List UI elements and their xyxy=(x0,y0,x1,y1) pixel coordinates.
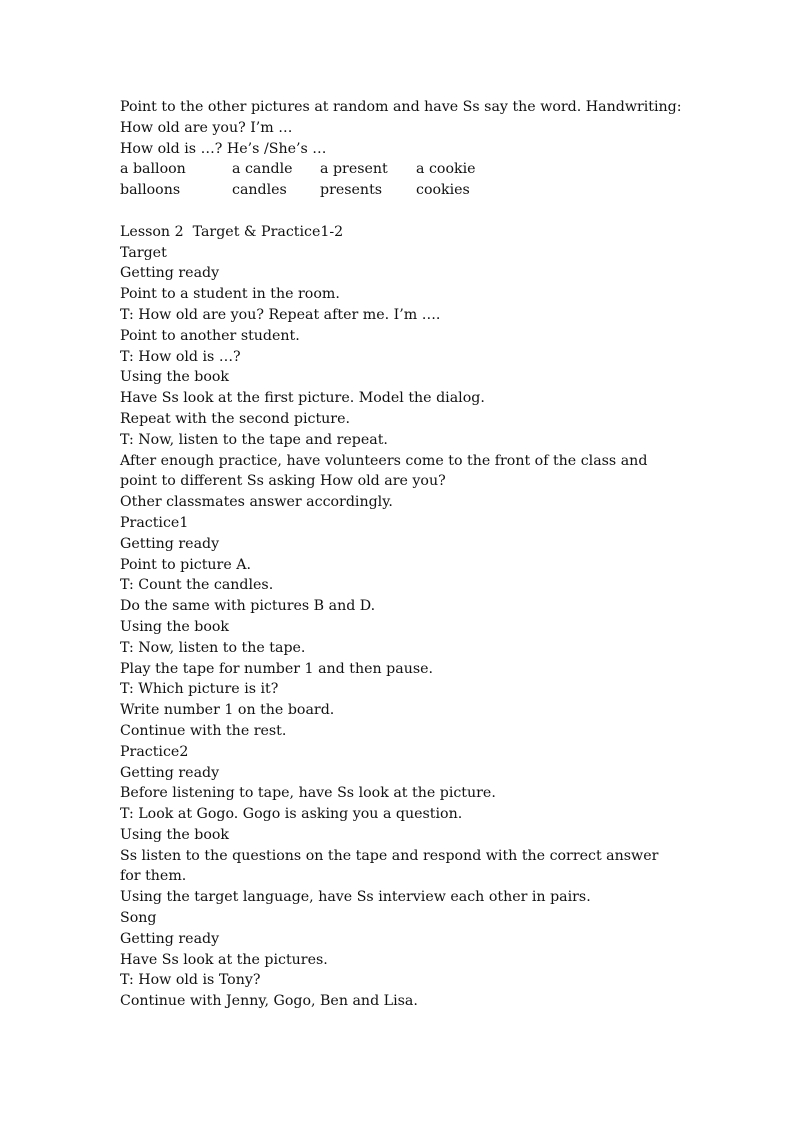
lesson-line: T: Now, listen to the tape. xyxy=(120,639,306,656)
spacer xyxy=(120,201,680,222)
lesson-line: Using the book xyxy=(120,826,230,843)
lesson-line: Song xyxy=(120,910,157,927)
handwriting-question-1: How old are you? I’m … xyxy=(120,119,293,136)
lesson-line: Ss listen to the questions on the tape and respond with the correct answer for them. xyxy=(120,847,663,885)
lesson-body xyxy=(120,243,680,1012)
vocab-word: a present xyxy=(320,161,388,178)
lesson-line: T: Look at Gogo. Gogo is asking you a question. xyxy=(120,806,463,823)
lesson-line: Getting ready xyxy=(120,535,220,552)
lesson-line: Practice2 xyxy=(120,743,189,760)
lesson-line: Using the target language, have Ss interview each other in pairs. xyxy=(120,889,591,906)
vocab-plural-row xyxy=(120,180,680,201)
lesson-line: T: Which picture is it? xyxy=(120,681,279,698)
instruction-line: Point to the other pictures at random and have Ss say the word. Handwriting: xyxy=(120,99,682,115)
lesson-line: Have Ss look at the first picture. Model the dialog. xyxy=(120,390,485,407)
vocab-word: balloons xyxy=(120,182,181,199)
lesson-line: Do the same with pictures B and D. xyxy=(120,598,376,615)
lesson-line: Getting ready xyxy=(120,265,220,282)
lesson-line: Target xyxy=(120,244,167,261)
vocab-word: a balloon xyxy=(120,161,186,178)
lesson-line: Other classmates answer accordingly. xyxy=(120,494,393,511)
lesson-title: Lesson 2 Target & Practice1-2 xyxy=(120,223,344,240)
lesson-line: Practice1 xyxy=(120,514,189,531)
lesson-line: Point to a student in the room. xyxy=(120,286,340,303)
lesson-line: Using the book xyxy=(120,618,230,635)
vocab-word: a candle xyxy=(232,161,293,178)
lesson-line: Have Ss look at the pictures. xyxy=(120,951,328,968)
vocab-word: cookies xyxy=(416,182,470,199)
vocab-word: presents xyxy=(320,182,383,199)
lesson-line: T: How old is …? xyxy=(120,348,241,365)
lesson-line: T: Count the candles. xyxy=(120,577,274,594)
lesson-line: Play the tape for number 1 and then pause. xyxy=(120,660,434,677)
lesson-line: Getting ready xyxy=(120,764,220,781)
vocab-word: a cookie xyxy=(416,161,476,178)
lesson-line: Repeat with the second picture. xyxy=(120,410,350,427)
vocab-word: candles xyxy=(232,182,287,199)
lesson-line: Point to another student. xyxy=(120,327,300,344)
lesson-line: Using the book xyxy=(120,369,230,386)
vocab-singular-row xyxy=(120,159,680,180)
lesson-line: T: Now, listen to the tape and repeat. xyxy=(120,431,388,448)
lesson-line: T: How old is Tony? xyxy=(120,972,261,989)
lesson-line: Write number 1 on the board. xyxy=(120,702,335,719)
document-page xyxy=(120,97,680,1012)
lesson-line: Getting ready xyxy=(120,930,220,947)
lesson-line: After enough practice, have volunteers come to the front of the class and point to different Ss asking How old are you? xyxy=(120,452,652,490)
lesson-line: Point to picture A. xyxy=(120,556,251,573)
lesson-line: Continue with Jenny, Gogo, Ben and Lisa. xyxy=(120,993,418,1010)
lesson-line: Before listening to tape, have Ss look at the picture. xyxy=(120,785,496,802)
lesson-line: Continue with the rest. xyxy=(120,722,287,739)
handwriting-question-2: How old is …? He’s /She’s … xyxy=(120,140,327,157)
lesson-line: T: How old are you? Repeat after me. I’m …. xyxy=(120,306,441,323)
